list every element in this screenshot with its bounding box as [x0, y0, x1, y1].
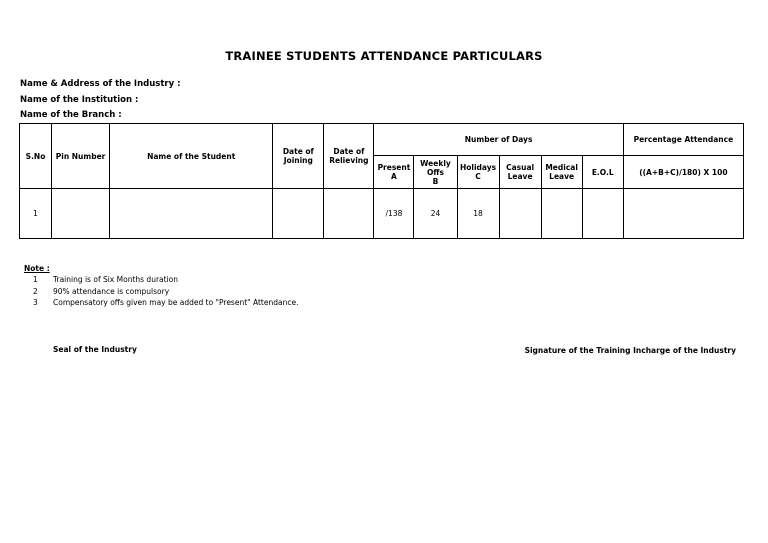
header-holidays	[457, 156, 499, 189]
note-text: 90% attendance is compulsory	[53, 287, 170, 296]
cell-date-of-relieving	[324, 189, 374, 239]
table-row	[20, 189, 744, 239]
header-percentage-attendance: Percentage Attendance	[623, 124, 743, 156]
header-holidays-label: Holidays	[459, 163, 497, 172]
cell-holidays: 18	[457, 189, 499, 239]
header-casual-leave: Casual Leave	[499, 156, 541, 189]
header-date-of-joining: Date of Joining	[273, 124, 324, 189]
signature-label: Signature of the Training Incharge of the Industry	[524, 346, 736, 355]
cell-eol	[582, 189, 623, 239]
header-number-of-days: Number of Days	[374, 124, 623, 156]
note-number: 1	[33, 275, 38, 284]
cell-percentage	[623, 189, 743, 239]
branch-name-label: Name of the Branch :	[20, 110, 122, 120]
note-number: 3	[33, 298, 38, 307]
note-heading: Note :	[24, 264, 50, 273]
attendance-table	[19, 123, 744, 239]
header-date-of-relieving: Date of Relieving	[324, 124, 374, 189]
cell-student-name	[110, 189, 273, 239]
seal-label: Seal of the Industry	[53, 345, 137, 354]
cell-medical-leave	[541, 189, 582, 239]
header-sno: S.No	[20, 124, 52, 189]
note-text: Training is of Six Months duration	[53, 275, 178, 284]
note-number: 2	[33, 287, 38, 296]
note-text: Compensatory offs given may be added to "Present" Attendance.	[53, 298, 299, 307]
industry-name-label: Name & Address of the Industry :	[20, 79, 181, 89]
cell-sno: 1	[20, 189, 52, 239]
header-pin-number: Pin Number	[52, 124, 110, 189]
header-present	[374, 156, 414, 189]
header-weekly-offs-label: Weekly Offs	[420, 158, 451, 177]
header-weekly-offs	[414, 156, 457, 189]
header-eol: E.O.L	[582, 156, 623, 189]
page-title: TRAINEE STUDENTS ATTENDANCE PARTICULARS	[225, 49, 543, 63]
header-present-code: A	[391, 172, 397, 181]
header-weekly-offs-code: B	[432, 176, 439, 186]
cell-weekly-offs: 24	[414, 189, 457, 239]
institution-name-label: Name of the Institution :	[20, 95, 139, 105]
header-student-name: Name of the Student	[110, 124, 273, 189]
cell-pin-number	[52, 189, 110, 239]
cell-present: /138	[374, 189, 414, 239]
header-present-label: Present	[377, 163, 411, 172]
header-holidays-code: C	[475, 172, 481, 181]
header-formula: ((A+B+C)/180) X 100	[623, 156, 743, 189]
cell-date-of-joining	[273, 189, 324, 239]
cell-casual-leave	[499, 189, 541, 239]
header-medical-leave: Medical Leave	[541, 156, 582, 189]
